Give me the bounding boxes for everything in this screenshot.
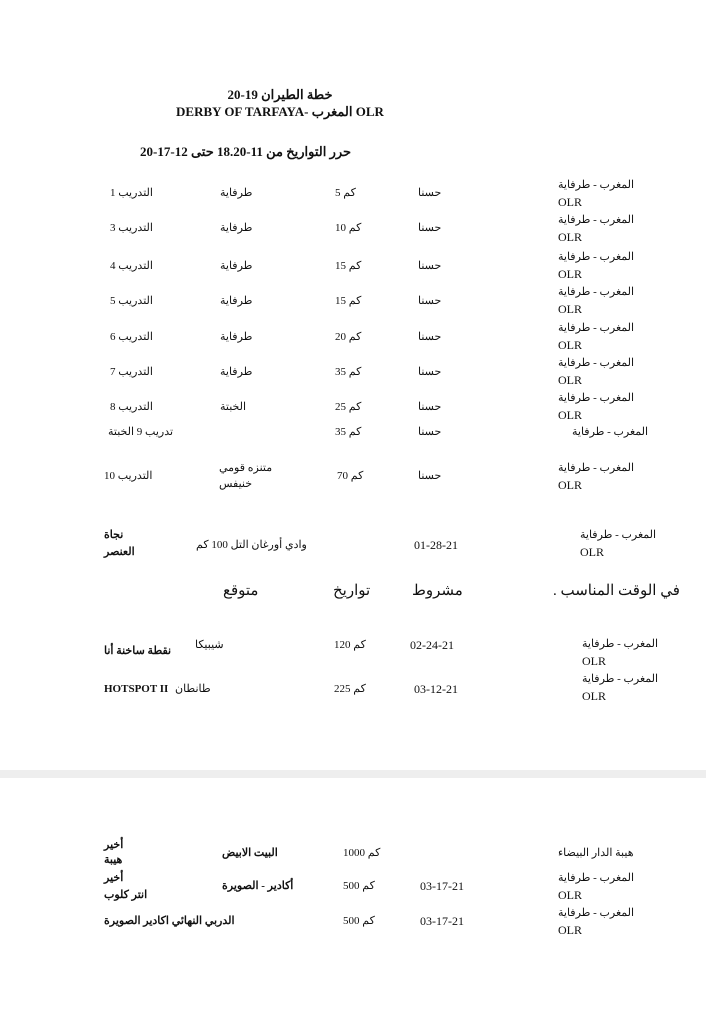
- training-club-code: OLR: [558, 195, 582, 209]
- training-place: طرفاية: [220, 260, 253, 272]
- training-result: حسنا: [418, 260, 442, 272]
- final-club: المغرب - طرفاية: [558, 872, 635, 884]
- training-distance: كم 20: [335, 331, 362, 343]
- training-distance: كم 25: [335, 401, 362, 413]
- training-club: المغرب - طرفاية: [558, 462, 635, 474]
- training-club-code: OLR: [558, 267, 582, 281]
- survival-place: وادي أورغان التل 100 كم: [196, 539, 307, 551]
- survival-club: المغرب - طرفاية: [580, 529, 657, 541]
- training-distance: كم 35: [335, 366, 362, 378]
- training-club: المغرب - طرفاية: [558, 179, 635, 191]
- page-separator: [0, 770, 706, 778]
- final-club: هيبة الدار البيضاء: [558, 847, 634, 859]
- training-result: حسنا: [418, 470, 442, 482]
- training-place: طرفاية: [220, 187, 253, 199]
- training-distance: كم 70: [337, 470, 364, 482]
- training-club: المغرب - طرفاية: [558, 322, 635, 334]
- hotspot-date: 03-12-21: [414, 682, 458, 696]
- heading-on-time: . في الوقت المناسب: [553, 583, 680, 599]
- document-page-2: [0, 778, 706, 1010]
- training-club-code: OLR: [558, 373, 582, 387]
- final-place: البيت الابيض: [222, 847, 278, 859]
- training-name: التدريب 4: [110, 260, 153, 272]
- training-name: التدريب 6: [110, 331, 153, 343]
- training-result: حسنا: [418, 331, 442, 343]
- survival-name-line2: العنصر: [104, 546, 135, 558]
- plan-subtitle: DERBY OF TARFAYA- المغرب OLR: [176, 104, 384, 119]
- training-distance: كم 10: [335, 222, 362, 234]
- plan-title: خطة الطيران 19-20: [227, 87, 333, 102]
- training-club-code: OLR: [558, 408, 582, 422]
- hotspot-place: طانطان: [175, 683, 211, 695]
- training-distance: كم 35: [335, 426, 362, 438]
- training-club-code: OLR: [558, 302, 582, 316]
- hotspot-place: شيبيكا: [195, 639, 224, 651]
- final-distance: كم 500: [343, 915, 375, 927]
- hotspot-distance: كم 120: [334, 639, 366, 651]
- hotspot-date: 02-24-21: [410, 638, 454, 652]
- heading-conditional: مشروط: [412, 583, 463, 599]
- training-result: حسنا: [418, 426, 442, 438]
- training-place-line2: خنيفس: [219, 478, 253, 490]
- training-name: التدريب 8: [110, 401, 153, 413]
- training-club: المغرب - طرفاية: [558, 214, 635, 226]
- training-name: التدريب 3: [110, 222, 153, 234]
- heading-dates: تواريخ: [333, 583, 371, 599]
- hotspot-club: المغرب - طرفاية: [582, 673, 659, 685]
- final-distance: كم 500: [343, 880, 375, 892]
- final-name-line2: انتر كلوب: [104, 889, 148, 901]
- training-result: حسنا: [418, 401, 442, 413]
- hotspot-name: نقطة ساخنة أنا: [104, 645, 172, 657]
- training-name: التدريب 1: [110, 187, 153, 199]
- final-place: أكادير - الصويرة: [222, 880, 294, 892]
- final-name-line2: هيبة: [104, 854, 123, 866]
- training-distance: كم 5: [335, 187, 356, 199]
- survival-club-code: OLR: [580, 545, 604, 559]
- training-club: المغرب - طرفاية: [558, 392, 635, 404]
- final-date: 03-17-21: [420, 879, 464, 893]
- hotspot-club-code: OLR: [582, 654, 606, 668]
- training-place: طرفاية: [220, 222, 253, 234]
- training-result: حسنا: [418, 366, 442, 378]
- survival-date: 01-28-21: [414, 538, 458, 552]
- training-result: حسنا: [418, 187, 442, 199]
- final-club: المغرب - طرفاية: [558, 907, 635, 919]
- training-place: متنزه قومي: [219, 462, 273, 474]
- training-result: حسنا: [418, 295, 442, 307]
- training-name: التدريب 10: [104, 470, 153, 482]
- training-place: طرفاية: [220, 366, 253, 378]
- training-club: المغرب - طرفاية: [558, 357, 635, 369]
- training-club-code: OLR: [558, 338, 582, 352]
- training-place: طرفاية: [220, 295, 253, 307]
- date-range: حرر التواريخ من 11-18.20 حتى 12-17-20: [140, 144, 352, 159]
- training-club: المغرب - طرفاية: [572, 426, 649, 438]
- training-name: التدريب 7: [110, 366, 153, 378]
- final-club-code: OLR: [558, 923, 582, 937]
- training-place: طرفاية: [220, 331, 253, 343]
- hotspot-name: HOTSPOT II: [104, 683, 169, 695]
- training-club-code: OLR: [558, 478, 582, 492]
- training-distance: كم 15: [335, 260, 362, 272]
- final-club-code: OLR: [558, 888, 582, 902]
- final-distance: كم 1000: [343, 847, 381, 859]
- training-result: حسنا: [418, 222, 442, 234]
- training-club: المغرب - طرفاية: [558, 251, 635, 263]
- training-name: تدريب 9 الخبتة: [108, 426, 174, 438]
- final-date: 03-17-21: [420, 914, 464, 928]
- survival-name: نجاة: [104, 529, 124, 541]
- training-club: المغرب - طرفاية: [558, 286, 635, 298]
- hotspot-club-code: OLR: [582, 689, 606, 703]
- heading-expected: متوقع: [223, 583, 259, 599]
- training-name: التدريب 5: [110, 295, 153, 307]
- final-name: الدربي النهائي اكادير الصويرة: [104, 915, 235, 927]
- training-distance: كم 15: [335, 295, 362, 307]
- final-name: أخير: [104, 839, 124, 851]
- hotspot-club: المغرب - طرفاية: [582, 638, 659, 650]
- hotspot-distance: كم 225: [334, 683, 366, 695]
- final-name: أخير: [104, 872, 124, 884]
- training-place: الخبتة: [220, 401, 247, 413]
- training-club-code: OLR: [558, 230, 582, 244]
